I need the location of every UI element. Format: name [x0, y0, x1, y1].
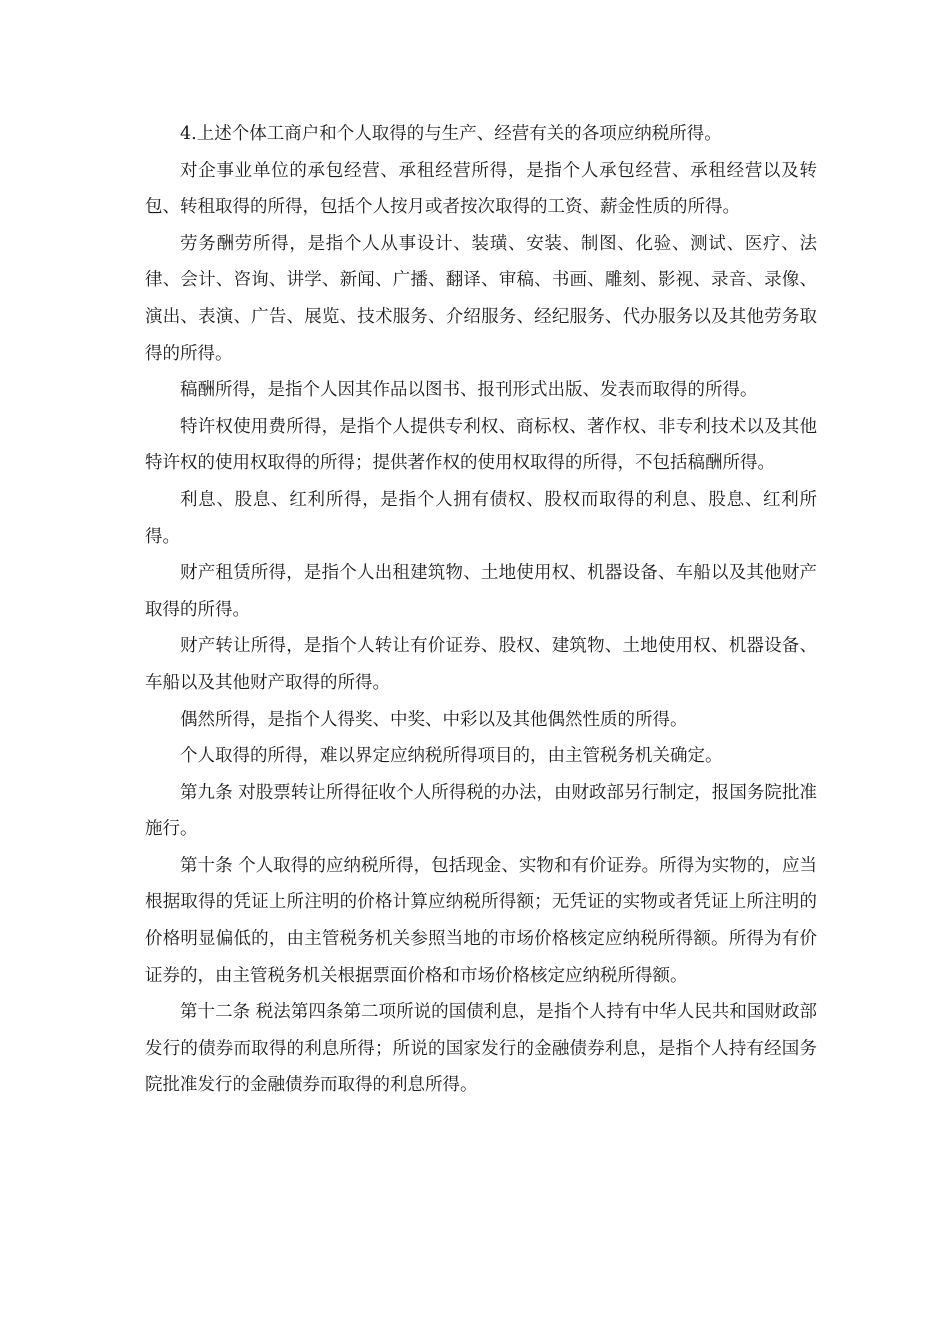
paragraph-franchise-fee-income: 特许权使用费所得，是指个人提供专利权、商标权、著作权、非专利技术以及其他特许权的使用权取得的所得；提供著作权的使用权取得的所得，不包括稿酬所得。	[145, 416, 817, 474]
paragraph-incidental-income: 偶然所得，是指个人得奖、中奖、中彩以及其他偶然性质的所得。	[180, 709, 688, 730]
paragraph-property-lease-income: 财产租赁所得，是指个人出租建筑物、土地使用权、机器设备、车船以及其他财产取得的所得。	[145, 563, 817, 620]
paragraph-contract-operation-income: 对企事业单位的承包经营、承租经营所得，是指个人承包经营、承租经营以及转包、转租取得的所得，包括个人按月或者按次取得的工资、薪金性质的所得。	[145, 160, 817, 218]
document-body	[145, 116, 817, 1104]
paragraph-article-10: 第十条 个人取得的应纳税所得，包括现金、实物和有价证券。所得为实物的，应当根据取得的凭证上所注明的价格计算应纳税所得额；无凭证的实物或者凭证上所注明的价格明显偏低的，由主管税务机关参照当地的市场价格核定应纳税所得额。所得为有价证券的，由主管税务机关根据票面价格和市场价格核定应纳税所得额。	[145, 855, 817, 986]
paragraph-article-9: 第九条 对股票转让所得征收个人所得税的办法，由财政部另行制定，报国务院批准施行。	[145, 782, 817, 840]
paragraph-labor-remuneration: 劳务酬劳所得，是指个人从事设计、装璜、安装、制图、化验、测试、医疗、法律、会计、咨询、讲学、新闻、广播、翻译、审稿、书画、雕刻、影视、录音、录像、演出、表演、广告、展览、技术服务、介绍服务、经纪服务、代办服务以及其他劳务取得的所得。	[145, 233, 817, 364]
paragraph-undefined-income: 个人取得的所得，难以界定应纳税所得项目的，由主管税务机关确定。	[180, 746, 723, 767]
paragraph-interest-dividend-income: 利息、股息、红利所得，是指个人拥有债权、股权而取得的利息、股息、红利所得。	[145, 489, 817, 547]
paragraph-property-transfer-income: 财产转让所得，是指个人转让有价证券、股权、建筑物、土地使用权、机器设备、车船以及其他财产取得的所得。	[145, 636, 817, 693]
paragraph-article-12: 第十二条 税法第四条第二项所说的国债利息，是指个人持有中华人民共和国财政部发行的债券而取得的利息所得；所说的国家发行的金融债券利息，是指个人持有经国务院批准发行的金融债券而取得的利息所得。	[145, 1002, 817, 1096]
paragraph-item-4: 4.上述个体工商户和个人取得的与生产、经营有关的各项应纳税所得。	[180, 124, 722, 144]
paragraph-royalty-income: 稿酬所得，是指个人因其作品以图书、报刊形式出版、发表而取得的所得。	[180, 380, 758, 401]
